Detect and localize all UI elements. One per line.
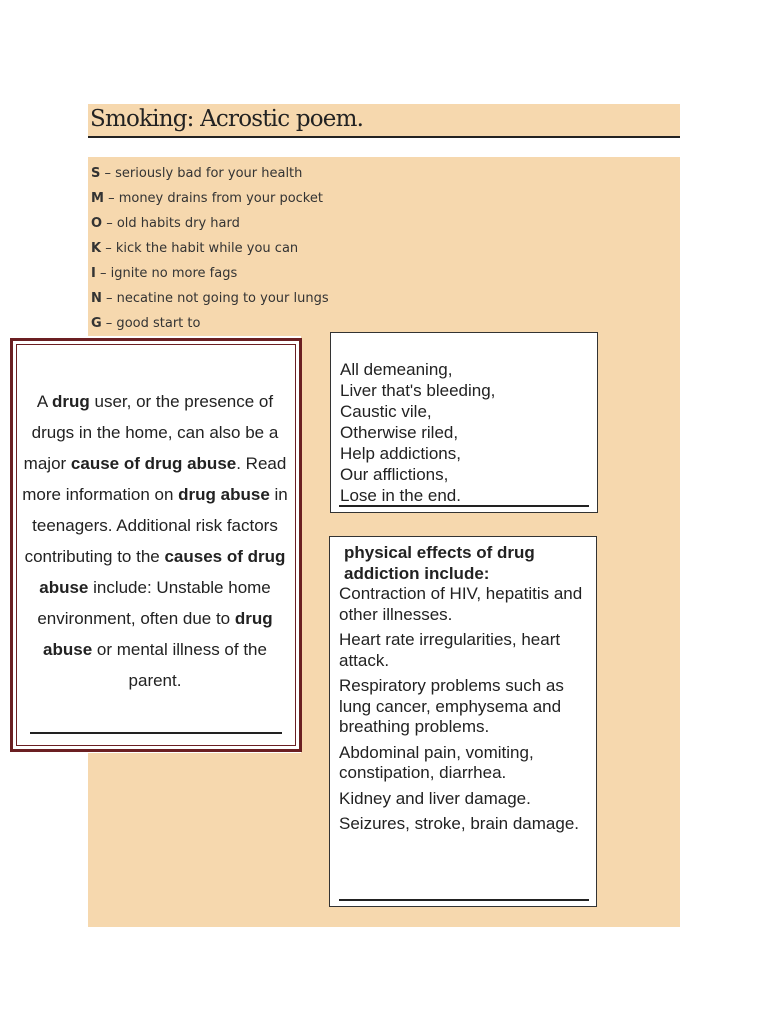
poem-list (340, 359, 495, 506)
effects-box-rule (339, 899, 589, 901)
poem-box-rule (339, 505, 589, 507)
drug-card-bold-segment: causes of drug abuse (39, 547, 286, 597)
poem-line: Liver that's bleeding, (340, 381, 496, 400)
acrostic-text: – kick the habit while you can (101, 241, 299, 256)
effects-heading: physical effects of drug addiction include: (344, 543, 535, 583)
acrostic-text: – money drains from your pocket (103, 191, 323, 206)
acrostic-letter: K (91, 241, 102, 256)
acrostic-text: – good start to (101, 316, 201, 331)
acrostic-line (91, 241, 329, 266)
effects-item: Kidney and liver damage. (339, 788, 531, 808)
drug-card-bold-segment: drug abuse (43, 609, 273, 659)
acrostic-text: – ignite no more fags (95, 266, 238, 281)
effects-item: Respiratory problems such as lung cancer, emphysema and breathing problems. (339, 676, 564, 736)
acrostic-line (91, 216, 329, 241)
drug-card-segment: or mental illness of the parent. (92, 640, 267, 690)
poem-line: All demeaning, (340, 360, 453, 379)
poem-line: Lose in the end. (340, 486, 461, 505)
drug-card-segment: . Read more information on (22, 454, 287, 504)
effects-item: Contraction of HIV, hepatitis and other illnesses. (339, 584, 583, 624)
drug-card-segment: include: Unstable home environment, often due to (37, 578, 271, 628)
acrostic-letter: S (91, 166, 101, 181)
acrostic-letter: O (91, 216, 103, 231)
title-bar (88, 104, 680, 138)
effects-item: Abdominal pain, vomiting, constipation, diarrhea. (339, 742, 534, 782)
acrostic-letter: G (91, 316, 102, 331)
poem-line: Otherwise riled, (340, 423, 459, 442)
acrostic-letter: N (91, 291, 102, 306)
drug-card-bold-segment: drug (52, 392, 90, 411)
acrostic-line (91, 266, 329, 291)
drug-card-segment: in teenagers. Additional risk factors contributing to the (24, 485, 288, 566)
page-title: Smoking: Acrostic poem. (90, 106, 364, 132)
drug-card-bold-segment: cause of drug abuse (70, 454, 237, 473)
effects-item: Heart rate irregularities, heart attack. (339, 630, 561, 670)
acrostic-list (91, 166, 329, 341)
acrostic-text: – old habits dry hard (102, 216, 240, 231)
effects-item: Seizures, stroke, brain damage. (339, 814, 580, 833)
drug-card-segment: A (36, 392, 52, 411)
acrostic-line (91, 166, 329, 191)
drug-card-segment: user, or the presence of drugs in the home, can also be a major (23, 392, 279, 473)
poem-line: Our afflictions, (340, 465, 449, 484)
acrostic-text: – seriously bad for your health (100, 166, 303, 181)
acrostic-line (91, 191, 329, 216)
drug-card-rule (30, 732, 282, 734)
drug-card-bold-segment: drug abuse (178, 485, 270, 504)
acrostic-line (91, 291, 329, 316)
effects-list (339, 543, 589, 840)
poem-line: Help addictions, (340, 444, 461, 463)
drug-card-text (22, 386, 288, 696)
acrostic-letter: I (91, 266, 96, 281)
poem-line: Caustic vile, (340, 402, 432, 421)
acrostic-text: – necatine not going to your lungs (101, 291, 329, 306)
acrostic-letter: M (91, 191, 104, 206)
